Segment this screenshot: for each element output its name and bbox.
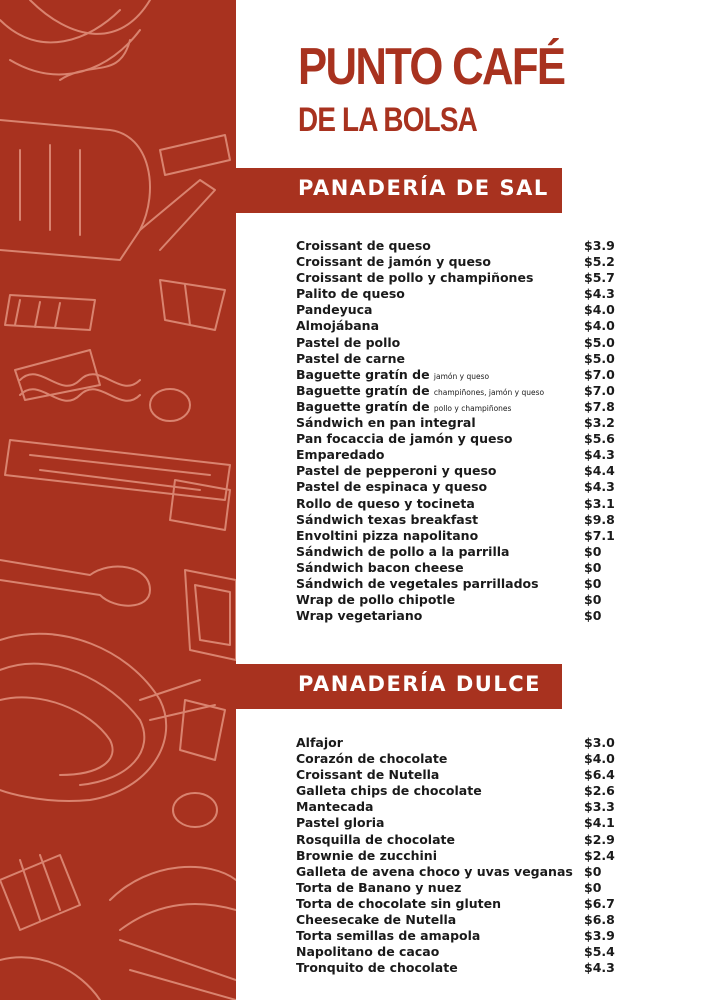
menu-item-name-text: Pastel de pepperoni y queso (296, 463, 497, 479)
menu-item-name (296, 960, 458, 976)
menu-item (296, 880, 616, 896)
menu-item-price: $3.9 (584, 238, 615, 253)
menu-item-name (296, 864, 573, 880)
menu-item-name (296, 576, 539, 592)
menu-item (296, 286, 616, 302)
menu-item-name-text: Croissant de jamón y queso (296, 254, 491, 270)
menu-item-name-text: Croissant de pollo y champiñones (296, 270, 534, 286)
menu-item (296, 302, 616, 318)
menu-item-price: $0 (584, 863, 602, 879)
menu-item (296, 815, 616, 831)
menu-item-name-text: Brownie de zucchini (296, 847, 437, 863)
menu-item-name (296, 912, 456, 928)
menu-item-name-text: Alfajor (296, 735, 343, 750)
menu-item (296, 367, 616, 383)
menu-item-name-text: Torta de Banano y nuez (296, 879, 462, 895)
menu-item-price: $3.0 (584, 735, 615, 750)
section-title: PANADERÍA DULCE (298, 672, 541, 696)
menu-item-name (296, 528, 478, 544)
menu-item-price: $9.8 (584, 511, 615, 527)
menu-item-name-text: Wrap de pollo chipotle (296, 592, 456, 608)
section-title: PANADERÍA DE SAL (298, 176, 549, 200)
menu-item-name-text: Galleta de avena choco y uvas veganas (296, 863, 573, 879)
menu-item-name (296, 335, 400, 351)
menu-item-name-text: Pastel de espinaca y queso (296, 479, 488, 495)
menu-item-price: $5.7 (584, 270, 615, 286)
menu-item-price: $7.1 (584, 527, 615, 543)
menu-item-note: champiñones, jamón y queso (433, 387, 545, 397)
menu-item-name-text: Tronquito de chocolate (296, 960, 458, 976)
menu-item-name-text: Emparedado (296, 447, 385, 463)
menu-item-name (296, 302, 372, 318)
menu-item-name (296, 238, 431, 254)
menu-item (296, 270, 616, 286)
menu-item-price: $2.4 (584, 847, 615, 863)
menu-item-price: $0 (584, 559, 602, 575)
menu-item-price: $7.0 (584, 366, 615, 382)
menu-item-name (296, 783, 482, 799)
menu-item (296, 896, 616, 912)
menu-item-name (296, 415, 476, 431)
menu-item-name (296, 431, 513, 447)
menu-item-name (296, 512, 478, 528)
menu-item-price: $3.9 (584, 928, 615, 944)
menu-item-name-text: Wrap vegetariano (296, 608, 423, 624)
menu-item (296, 351, 616, 367)
menu-item (296, 238, 616, 254)
menu-item-price: $6.8 (584, 912, 615, 928)
menu-item-note: pollo y champiñones (433, 403, 512, 413)
menu-item (296, 799, 616, 815)
menu-item-name-text: Pastel gloria (296, 815, 385, 831)
menu-item (296, 783, 616, 799)
menu-item-price: $3.2 (584, 415, 615, 431)
menu-item-price: $0 (584, 575, 602, 591)
menu-item-price: $5.2 (584, 254, 615, 270)
menu-item-name (296, 896, 501, 912)
menu-item (296, 767, 616, 783)
menu-item-name (296, 815, 385, 831)
menu-item-price: $5.4 (584, 944, 615, 960)
menu-item (296, 447, 616, 463)
menu-item-price: $3.1 (584, 495, 615, 511)
section-header-savory (236, 168, 562, 213)
menu-item-name (296, 318, 379, 334)
menu-item (296, 944, 616, 960)
menu-item-name (296, 544, 509, 560)
menu-item (296, 735, 616, 751)
menu-item-price: $4.3 (584, 960, 615, 976)
menu-item (296, 335, 616, 351)
menu-item (296, 576, 616, 592)
menu-item-name-text: Torta semillas de amapola (296, 928, 481, 944)
menu-item-name (296, 735, 343, 751)
menu-item-name-text: Rollo de queso y tocineta (296, 495, 475, 511)
menu-item-name (296, 286, 405, 302)
menu-item-name-text: Sándwich texas breakfast (296, 511, 479, 527)
menu-item (296, 431, 616, 447)
menu-item-name (296, 928, 480, 944)
menu-item-name (296, 447, 385, 463)
restaurant-subtitle: DE LA BOLSA (298, 101, 477, 139)
menu-item-name-text: Galleta chips de chocolate (296, 783, 482, 799)
menu-item-price: $4.4 (584, 463, 615, 479)
menu-item-name-text: Croissant de Nutella (296, 767, 440, 783)
menu-item (296, 960, 616, 976)
menu-item-name (296, 270, 533, 286)
menu-item-name (296, 767, 439, 783)
menu-item-name-text: Pastel de carne (296, 350, 405, 366)
menu-item-name-text: Rosquilla de chocolate (296, 831, 455, 847)
menu-item-name-text: Torta de chocolate sin gluten (296, 895, 502, 911)
menu-item-name (296, 560, 464, 576)
menu-item-price: $6.7 (584, 895, 615, 911)
menu-item-name (296, 880, 461, 896)
menu-item-name (296, 254, 491, 270)
menu-item-name-text: Cheesecake de Nutella (296, 912, 457, 928)
menu-item-price: $4.0 (584, 751, 615, 767)
menu-item-price: $5.0 (584, 334, 615, 350)
menu-item-name-text: Croissant de queso (296, 238, 431, 253)
bakery-sketch-illustration (0, 0, 236, 1000)
menu-item (296, 415, 616, 431)
menu-item (296, 928, 616, 944)
menu-item-price: $4.0 (584, 302, 615, 318)
menu-item-name (296, 832, 455, 848)
menu-item-price: $0 (584, 543, 602, 559)
menu-item-name-text: Baguette gratín de (296, 366, 434, 382)
menu-item-name-text: Almojábana (296, 318, 380, 334)
menu-item (296, 912, 616, 928)
menu-item (296, 592, 616, 608)
menu-item (296, 383, 616, 399)
menu-item-name (296, 351, 405, 367)
menu-item-name (296, 848, 437, 864)
menu-item-name (296, 479, 487, 495)
restaurant-name: PUNTO CAFÉ (298, 38, 565, 96)
menu-item-name-text: Palito de queso (296, 286, 405, 302)
savory-menu-list (296, 238, 616, 624)
menu-item (296, 496, 616, 512)
menu-item-price: $0 (584, 879, 602, 895)
menu-item-price: $4.0 (584, 318, 615, 334)
menu-item-name (296, 944, 439, 960)
menu-item-price: $4.3 (584, 286, 615, 302)
menu-item (296, 399, 616, 415)
menu-item-price: $5.0 (584, 350, 615, 366)
menu-item-price: $0 (584, 592, 602, 608)
sweet-menu-list (296, 735, 616, 976)
menu-item-price: $2.6 (584, 783, 615, 799)
menu-item-name-text: Mantecada (296, 799, 374, 815)
menu-item-name-text: Pandeyuca (296, 302, 373, 318)
menu-item-name-text: Sándwich de pollo a la parrilla (296, 543, 510, 559)
menu-item-name (296, 799, 373, 815)
menu-item-name (296, 463, 497, 479)
menu-item (296, 751, 616, 767)
menu-item-name (296, 608, 422, 624)
menu-item-price: $2.9 (584, 831, 615, 847)
decorative-side-panel (0, 0, 236, 1000)
menu-item-name-text: Pastel de pollo (296, 334, 401, 350)
menu-item-name-text: Baguette gratín de (296, 382, 434, 398)
menu-item-price: $7.0 (584, 382, 615, 398)
section-header-sweet (236, 664, 562, 709)
menu-item-price: $7.8 (584, 398, 615, 414)
menu-item (296, 318, 616, 334)
menu-item-price: $4.3 (584, 447, 615, 463)
menu-item (296, 864, 616, 880)
menu-item (296, 528, 616, 544)
menu-item-name (296, 496, 475, 512)
menu-item-name-text: Napolitano de cacao (296, 944, 440, 960)
menu-item-price: $5.6 (584, 431, 615, 447)
menu-item (296, 848, 616, 864)
menu-item (296, 512, 616, 528)
menu-item-price: $0 (584, 608, 602, 624)
menu-item-note: jamón y queso (433, 371, 490, 381)
menu-item-name-text: Pan focaccia de jamón y queso (296, 431, 513, 447)
menu-item-name-text: Corazón de chocolate (296, 751, 448, 767)
menu-item-name-text: Sándwich bacon cheese (296, 559, 464, 575)
menu-item-name-text: Sándwich en pan integral (296, 415, 476, 431)
menu-item-name-text: Sándwich de vegetales parrillados (296, 575, 539, 591)
menu-item (296, 254, 616, 270)
menu-item (296, 479, 616, 495)
menu-item (296, 463, 616, 479)
menu-item-price: $4.1 (584, 815, 615, 831)
menu-item-name (296, 751, 447, 767)
menu-item (296, 544, 616, 560)
menu-item-price: $3.3 (584, 799, 615, 815)
menu-item (296, 832, 616, 848)
menu-item (296, 608, 616, 624)
menu-item-price: $4.3 (584, 479, 615, 495)
menu-item-name-text: Envoltini pizza napolitano (296, 527, 479, 543)
menu-item-price: $6.4 (584, 767, 615, 783)
menu-item-name (296, 592, 455, 608)
menu-item-name-text: Baguette gratín de (296, 398, 434, 414)
menu-item (296, 560, 616, 576)
